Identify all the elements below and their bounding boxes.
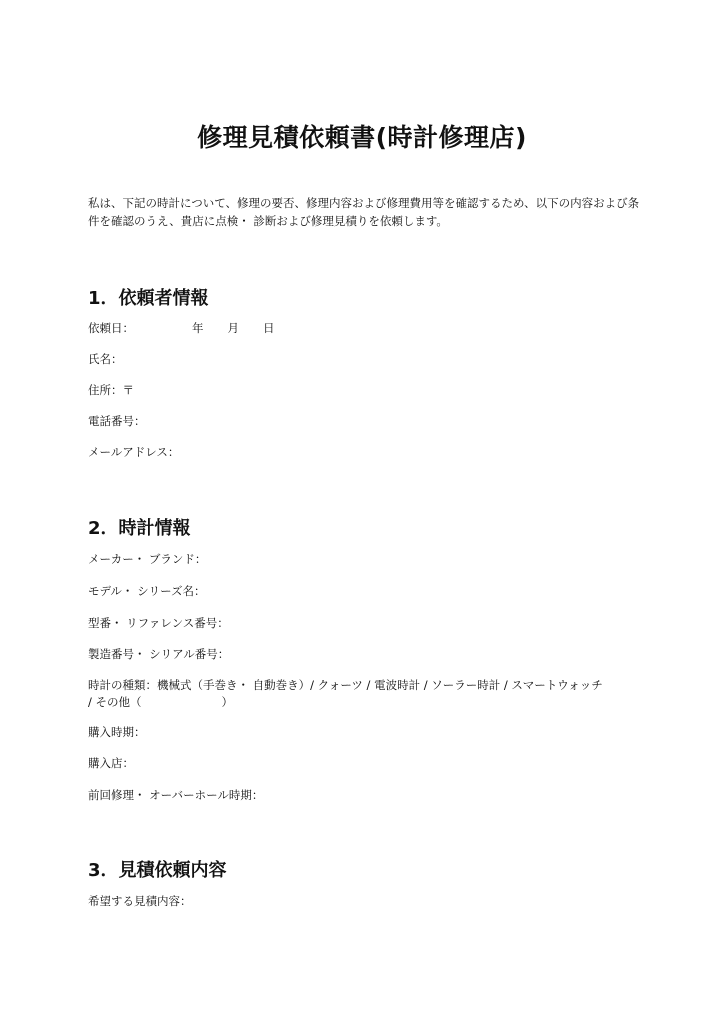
day-unit: 日 <box>263 321 275 335</box>
name-field-label: 氏名： <box>88 352 123 366</box>
year-unit: 年 <box>192 321 204 335</box>
serial-field-label: 製造番号・ シリアル番号： <box>88 647 230 661</box>
model-field-label: モデル・ シリーズ名： <box>88 584 206 598</box>
watch-type-other-end: ） <box>221 695 234 709</box>
request-date-label: 依頼日： <box>88 321 134 335</box>
maker-field-label: メーカー・ ブランド： <box>88 552 207 566</box>
reference-field-label: 型番・ リファレンス番号： <box>88 616 229 630</box>
month-unit: 月 <box>227 321 239 335</box>
document-title: 修理見積依頼書(時計修理店) <box>197 123 527 152</box>
watch-type-other-start: / その他（ <box>88 695 142 709</box>
last-repair-label: 前回修理・ オーバーホール時期： <box>88 788 264 802</box>
phone-field-label: 電話番号： <box>88 414 146 428</box>
watch-type-line2 <box>88 694 233 711</box>
section-heading-watch: 2．時計情報 <box>88 518 191 539</box>
watch-type-line1: 時計の種類：機械式（手巻き・ 自動巻き）/ クォーツ / 電波時計 / ソーラー時計 / スマートウォッチ <box>88 678 603 692</box>
purchase-store-label: 購入店： <box>88 756 134 770</box>
request-date-field <box>88 320 275 337</box>
purchase-date-label: 購入時期： <box>88 725 146 739</box>
section-heading-estimate: 3．見積依頼内容 <box>88 860 227 881</box>
intro-paragraph: 私は、下記の時計について、修理の要否、修理内容および修理費用等を確認するため、以下の内容および条件を確認のうえ、貴店に点検・ 診断および修理見積りを依頼します。 <box>88 196 640 228</box>
desired-estimate-label: 希望する見積内容： <box>88 894 192 908</box>
email-field-label: メールアドレス： <box>88 445 180 459</box>
section-heading-requester: 1．依頼者情報 <box>88 288 209 309</box>
address-field-label: 住所：〒 <box>88 383 134 397</box>
